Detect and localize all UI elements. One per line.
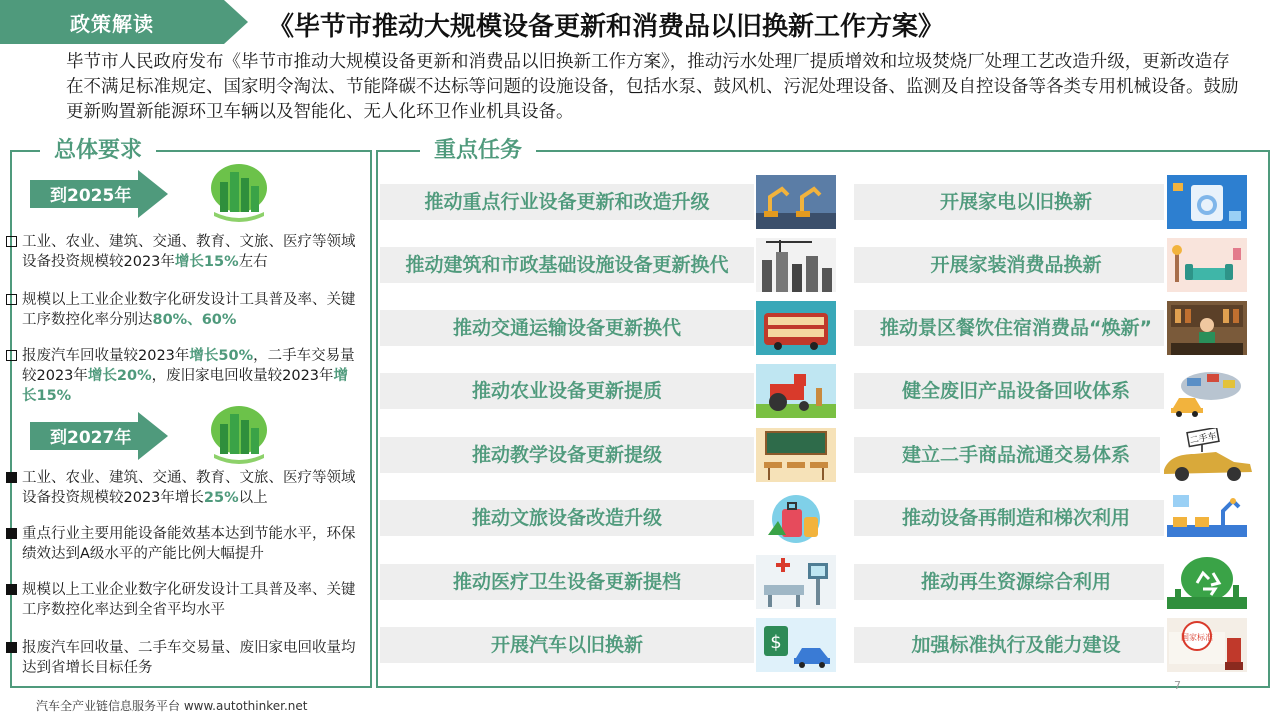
requirement-highlight: 25% [203, 490, 239, 506]
requirement-text: 左右 [238, 254, 268, 270]
task-bar [854, 247, 1164, 283]
standard-seal-text: 国家标准 [1181, 633, 1213, 642]
footer-source: 汽车全产业链信息服务平台 www.autothinker.net [36, 699, 308, 713]
requirement-text: 规模以上工业企业数字化研发设计工具普及率、关键工序数控化率分别达 [22, 292, 356, 328]
national-standard-icon [1167, 618, 1247, 672]
requirement-highlight: 增长15% [22, 368, 349, 404]
page-number: 7 [1174, 679, 1181, 692]
requirement-2027-3 [22, 580, 362, 620]
solid-square-bullet-icon [6, 472, 17, 483]
task-bar [380, 627, 754, 663]
green-city-icon [206, 162, 272, 228]
svg-text:$: $ [770, 632, 782, 653]
industrial-robot-icon [756, 175, 836, 229]
task-bar [854, 437, 1164, 473]
solid-square-bullet-icon [6, 584, 17, 595]
requirement-highlight: 增长50% [189, 348, 254, 364]
task-bar [380, 184, 754, 220]
solid-square-bullet-icon [6, 528, 17, 539]
task-bar [854, 500, 1164, 536]
task-label: 推动景区餐饮住宿消费品“焕新” [880, 317, 1152, 339]
task-label: 开展家电以旧换新 [939, 191, 1092, 213]
task-label: 加强标准执行及能力建设 [911, 634, 1121, 656]
overall-requirements-title: 总体要求 [40, 136, 156, 166]
task-label: 推动教学设备更新提级 [471, 444, 662, 466]
task-bar [854, 373, 1164, 409]
requirement-text: 规模以上工业企业数字化研发设计工具普及率、关键工序数控化率达到全省平均水平 [22, 582, 356, 618]
task-label: 健全废旧产品设备回收体系 [901, 380, 1130, 402]
requirement-2027-1 [22, 468, 362, 508]
intro-paragraph: 毕节市人民政府发布《毕节市推动大规模设备更新和消费品以旧换新工作方案》，推动污水处理厂提质增效和垃圾焚烧厂处理工艺改造升级，更新改造存在不满足标准规定、国家明令淘汰、节能降碳不达标等问题的设施设备，包括水泵、鼓风机、污泥处理设备、监测及自控设备等各类专用机械设备。鼓励更新购置新能源环卫车辆以及智能化、无人化环卫作业机具设备。 [66, 52, 1239, 122]
requirement-text: 工业、农业、建筑、交通、教育、文旅、医疗等领域设备投资规模较2023年增长 [22, 470, 356, 506]
task-label: 开展汽车以旧换新 [490, 634, 643, 656]
task-bar [854, 627, 1164, 663]
requirement-text: 重点行业主要用能设备能效基本达到节能水平，环保绩效达到A级水平的产能比例大幅提升 [22, 526, 356, 562]
task-label: 推动设备再制造和梯次利用 [901, 507, 1130, 529]
restaurant-icon [1167, 301, 1247, 355]
requirement-2025-2 [22, 290, 362, 330]
key-tasks-title: 重点任务 [420, 136, 536, 166]
task-bar [854, 564, 1164, 600]
task-label: 推动再生资源综合利用 [920, 571, 1111, 593]
requirement-text: 报废汽车回收量、二手车交易量、废旧家电回收量均达到省增长目标任务 [22, 640, 356, 676]
task-bar [380, 373, 754, 409]
green-city-icon [206, 404, 272, 470]
stage-2027-arrow [30, 412, 168, 460]
requirement-2025-3 [22, 346, 362, 406]
task-label: 推动文旅设备改造升级 [471, 507, 662, 529]
requirement-2025-1 [22, 232, 362, 272]
page-title: 《毕节市推动大规模设备更新和消费品以旧换新工作方案》 [268, 12, 945, 42]
requirement-highlight: 增长15% [174, 254, 239, 270]
task-label: 推动交通运输设备更新换代 [452, 317, 681, 339]
task-bar [380, 310, 754, 346]
hollow-square-bullet-icon [6, 350, 17, 361]
hollow-square-bullet-icon [6, 294, 17, 305]
scrap-recycling-icon [1167, 364, 1247, 418]
double-decker-bus-icon [756, 301, 836, 355]
car-trade-in-icon [756, 618, 836, 672]
requirement-text: 工业、农业、建筑、交通、教育、文旅、医疗等领域设备投资规模较2023年 [22, 234, 356, 270]
solid-square-bullet-icon [6, 642, 17, 653]
recycle-icon [1167, 555, 1247, 609]
stage-2027-label: 到2027年 [50, 428, 132, 448]
construction-crane-icon [756, 238, 836, 292]
requirement-text: ，二手车交易量较2023年 [22, 348, 355, 384]
task-bar [854, 184, 1164, 220]
classroom-icon [756, 428, 836, 482]
medical-equipment-icon [756, 555, 836, 609]
requirement-text: ，废旧家电回收量较2023年 [151, 368, 334, 384]
hollow-square-bullet-icon [6, 236, 17, 247]
tractor-icon [756, 364, 836, 418]
stage-2025-label: 到2025年 [50, 186, 132, 206]
home-furnishing-icon [1167, 238, 1247, 292]
task-bar [854, 310, 1164, 346]
requirement-2027-4 [22, 638, 362, 678]
requirement-2027-2 [22, 524, 362, 564]
task-bar [380, 437, 754, 473]
used-car-icon [1160, 428, 1256, 488]
section-tag [0, 0, 250, 44]
task-bar [380, 500, 754, 536]
requirement-highlight: 增长20% [87, 368, 152, 384]
requirement-highlight: 80%、60% [152, 312, 237, 328]
task-label: 建立二手商品流通交易体系 [901, 444, 1130, 466]
task-label: 推动农业设备更新提质 [471, 380, 662, 402]
remanufacturing-icon [1167, 491, 1247, 545]
section-tag-label: 政策解读 [70, 12, 154, 36]
requirement-text: 报废汽车回收量较2023年 [22, 348, 190, 364]
tourism-luggage-icon [756, 491, 836, 545]
task-bar [380, 247, 754, 283]
task-label: 推动重点行业设备更新和改造升级 [424, 191, 710, 213]
task-label: 推动建筑和市政基础设施设备更新换代 [405, 254, 729, 276]
task-label: 推动医疗卫生设备更新提档 [452, 571, 681, 593]
home-appliance-icon [1167, 175, 1247, 229]
stage-2025-arrow [30, 170, 168, 218]
task-label: 开展家装消费品换新 [930, 254, 1102, 276]
task-bar [380, 564, 754, 600]
used-car-sign-text: 二手车 [1189, 431, 1218, 447]
requirement-text: 以上 [238, 490, 268, 506]
